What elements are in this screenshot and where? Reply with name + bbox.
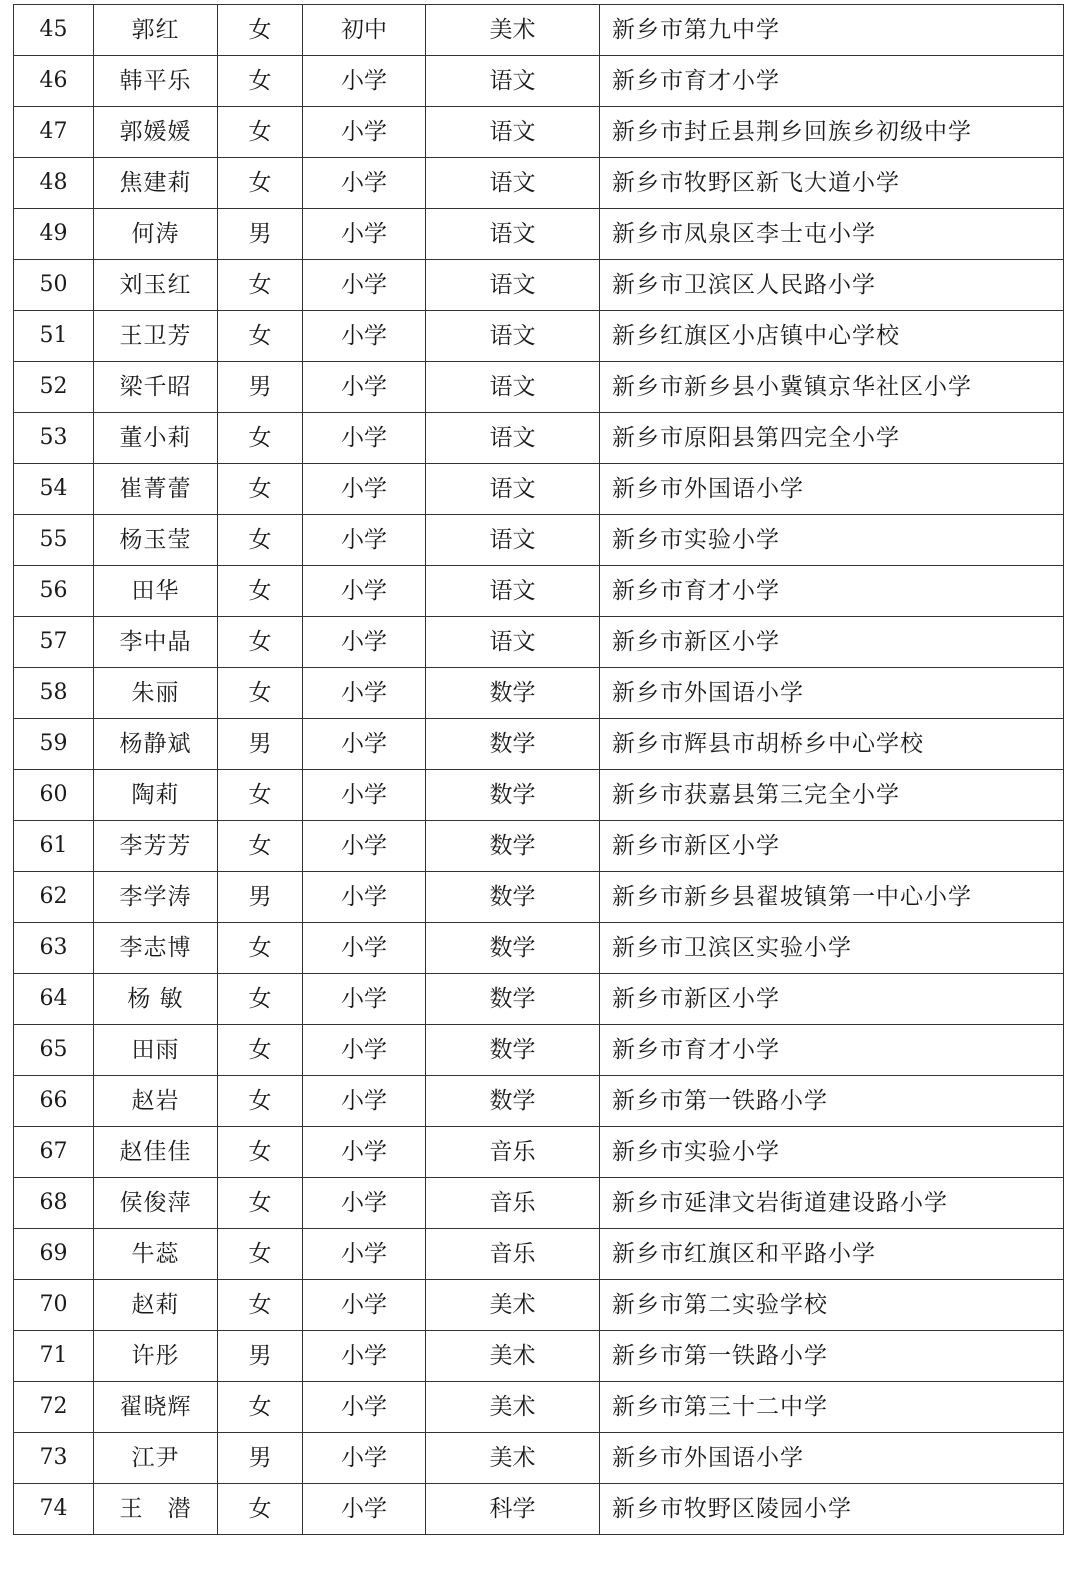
teacher-name: 赵莉 [94,1280,218,1331]
subject-cell: 语文 [426,260,600,311]
table-row [14,872,1064,923]
school-level-cell: 小学 [303,158,426,209]
row-number: 72 [14,1382,94,1433]
row-number: 60 [14,770,94,821]
subject-cell: 语文 [426,617,600,668]
teacher-name: 何涛 [94,209,218,260]
row-number: 70 [14,1280,94,1331]
school-name-cell: 新乡市卫滨区人民路小学 [600,260,1064,311]
school-level-cell: 小学 [303,209,426,260]
school-level-cell: 小学 [303,1178,426,1229]
subject-cell: 语文 [426,56,600,107]
subject-cell: 数学 [426,719,600,770]
school-level-cell: 小学 [303,1025,426,1076]
subject-cell: 数学 [426,770,600,821]
teacher-name: 王 潜 [94,1484,218,1535]
table-row [14,1025,1064,1076]
school-name-cell: 新乡市红旗区和平路小学 [600,1229,1064,1280]
gender-cell: 女 [218,1229,303,1280]
school-level-cell: 小学 [303,821,426,872]
row-number: 63 [14,923,94,974]
teacher-name: 焦建莉 [94,158,218,209]
school-name-cell: 新乡市外国语小学 [600,1433,1064,1484]
gender-cell: 女 [218,413,303,464]
teacher-name: 杨玉莹 [94,515,218,566]
row-number: 56 [14,566,94,617]
school-name-cell: 新乡市新区小学 [600,617,1064,668]
school-level-cell: 小学 [303,923,426,974]
gender-cell: 男 [218,209,303,260]
school-name-cell: 新乡市第三十二中学 [600,1382,1064,1433]
table-row [14,413,1064,464]
school-name-cell: 新乡市辉县市胡桥乡中心学校 [600,719,1064,770]
school-name-cell: 新乡市原阳县第四完全小学 [600,413,1064,464]
subject-cell: 美术 [426,1433,600,1484]
table-row [14,719,1064,770]
school-level-cell: 小学 [303,311,426,362]
school-level-cell: 小学 [303,464,426,515]
school-name-cell: 新乡市新区小学 [600,821,1064,872]
teacher-name: 杨静斌 [94,719,218,770]
row-number: 52 [14,362,94,413]
subject-cell: 语文 [426,311,600,362]
teacher-name: 侯俊萍 [94,1178,218,1229]
teacher-name: 郭红 [94,5,218,56]
school-level-cell: 小学 [303,974,426,1025]
table-row [14,158,1064,209]
teacher-name: 牛蕊 [94,1229,218,1280]
table-row [14,1178,1064,1229]
school-name-cell: 新乡市封丘县荆乡回族乡初级中学 [600,107,1064,158]
school-name-cell: 新乡市第一铁路小学 [600,1076,1064,1127]
school-name-cell: 新乡市卫滨区实验小学 [600,923,1064,974]
school-name-cell: 新乡市牧野区陵园小学 [600,1484,1064,1535]
teacher-name: 李芳芳 [94,821,218,872]
teacher-name: 许彤 [94,1331,218,1382]
gender-cell: 女 [218,56,303,107]
school-level-cell: 小学 [303,107,426,158]
row-number: 73 [14,1433,94,1484]
school-level-cell: 小学 [303,362,426,413]
subject-cell: 语文 [426,566,600,617]
gender-cell: 女 [218,515,303,566]
school-level-cell: 小学 [303,1076,426,1127]
table-row [14,1076,1064,1127]
school-level-cell: 小学 [303,1484,426,1535]
row-number: 65 [14,1025,94,1076]
table-row [14,1127,1064,1178]
row-number: 48 [14,158,94,209]
school-level-cell: 小学 [303,56,426,107]
table-row [14,821,1064,872]
school-level-cell: 小学 [303,1382,426,1433]
gender-cell: 女 [218,617,303,668]
teacher-name: 朱丽 [94,668,218,719]
gender-cell: 女 [218,158,303,209]
school-name-cell: 新乡市育才小学 [600,566,1064,617]
subject-cell: 音乐 [426,1178,600,1229]
subject-cell: 语文 [426,413,600,464]
table-row [14,974,1064,1025]
subject-cell: 语文 [426,107,600,158]
school-name-cell: 新乡市凤泉区李士屯小学 [600,209,1064,260]
school-level-cell: 小学 [303,872,426,923]
subject-cell: 音乐 [426,1127,600,1178]
table-row [14,566,1064,617]
row-number: 50 [14,260,94,311]
teacher-name: 刘玉红 [94,260,218,311]
row-number: 58 [14,668,94,719]
school-level-cell: 小学 [303,668,426,719]
roster-table [13,4,1064,1535]
school-name-cell: 新乡市实验小学 [600,515,1064,566]
subject-cell: 数学 [426,821,600,872]
teacher-name: 翟晓辉 [94,1382,218,1433]
teacher-name: 韩平乐 [94,56,218,107]
subject-cell: 音乐 [426,1229,600,1280]
subject-cell: 美术 [426,1331,600,1382]
gender-cell: 女 [218,1076,303,1127]
school-level-cell: 小学 [303,515,426,566]
subject-cell: 美术 [426,1382,600,1433]
table-row [14,107,1064,158]
table-row [14,515,1064,566]
school-name-cell: 新乡市育才小学 [600,1025,1064,1076]
subject-cell: 数学 [426,1076,600,1127]
school-name-cell: 新乡市外国语小学 [600,668,1064,719]
subject-cell: 数学 [426,1025,600,1076]
teacher-name: 田华 [94,566,218,617]
school-name-cell: 新乡市育才小学 [600,56,1064,107]
gender-cell: 女 [218,1484,303,1535]
school-name-cell: 新乡市第一铁路小学 [600,1331,1064,1382]
gender-cell: 女 [218,566,303,617]
gender-cell: 男 [218,872,303,923]
school-name-cell: 新乡市新乡县小冀镇京华社区小学 [600,362,1064,413]
teacher-name: 李志博 [94,923,218,974]
school-name-cell: 新乡市延津文岩街道建设路小学 [600,1178,1064,1229]
row-number: 69 [14,1229,94,1280]
teacher-name: 赵岩 [94,1076,218,1127]
gender-cell: 男 [218,1433,303,1484]
school-name-cell: 新乡市新区小学 [600,974,1064,1025]
school-level-cell: 小学 [303,719,426,770]
gender-cell: 男 [218,719,303,770]
row-number: 62 [14,872,94,923]
subject-cell: 数学 [426,974,600,1025]
row-number: 74 [14,1484,94,1535]
table-row [14,1229,1064,1280]
school-level-cell: 小学 [303,1331,426,1382]
teacher-name: 郭媛媛 [94,107,218,158]
school-level-cell: 小学 [303,617,426,668]
school-level-cell: 小学 [303,770,426,821]
row-number: 53 [14,413,94,464]
gender-cell: 女 [218,311,303,362]
subject-cell: 语文 [426,362,600,413]
teacher-name: 李学涛 [94,872,218,923]
table-row [14,923,1064,974]
school-level-cell: 小学 [303,1229,426,1280]
table-row [14,1280,1064,1331]
gender-cell: 女 [218,770,303,821]
school-name-cell: 新乡市实验小学 [600,1127,1064,1178]
gender-cell: 女 [218,974,303,1025]
school-name-cell: 新乡市新乡县翟坡镇第一中心小学 [600,872,1064,923]
teacher-name: 陶莉 [94,770,218,821]
teacher-name: 李中晶 [94,617,218,668]
table-row [14,362,1064,413]
row-number: 59 [14,719,94,770]
row-number: 45 [14,5,94,56]
gender-cell: 女 [218,1025,303,1076]
school-name-cell: 新乡市牧野区新飞大道小学 [600,158,1064,209]
table-row [14,1382,1064,1433]
subject-cell: 语文 [426,515,600,566]
gender-cell: 女 [218,1280,303,1331]
subject-cell: 数学 [426,668,600,719]
table-row [14,260,1064,311]
row-number: 51 [14,311,94,362]
teacher-name: 赵佳佳 [94,1127,218,1178]
subject-cell: 美术 [426,1280,600,1331]
subject-cell: 美术 [426,5,600,56]
school-name-cell: 新乡市获嘉县第三完全小学 [600,770,1064,821]
subject-cell: 语文 [426,158,600,209]
row-number: 68 [14,1178,94,1229]
table-row [14,668,1064,719]
school-level-cell: 小学 [303,413,426,464]
row-number: 71 [14,1331,94,1382]
row-number: 66 [14,1076,94,1127]
subject-cell: 语文 [426,209,600,260]
table-row [14,617,1064,668]
row-number: 46 [14,56,94,107]
school-level-cell: 小学 [303,566,426,617]
teacher-name: 江尹 [94,1433,218,1484]
gender-cell: 女 [218,464,303,515]
gender-cell: 女 [218,821,303,872]
table-row [14,1433,1064,1484]
school-name-cell: 新乡红旗区小店镇中心学校 [600,311,1064,362]
teacher-name: 梁千昭 [94,362,218,413]
gender-cell: 女 [218,107,303,158]
row-number: 64 [14,974,94,1025]
school-level-cell: 小学 [303,1433,426,1484]
table-row [14,1484,1064,1535]
gender-cell: 男 [218,1331,303,1382]
teacher-name: 田雨 [94,1025,218,1076]
gender-cell: 女 [218,1127,303,1178]
row-number: 55 [14,515,94,566]
subject-cell: 数学 [426,872,600,923]
school-level-cell: 小学 [303,260,426,311]
table-row [14,464,1064,515]
gender-cell: 男 [218,362,303,413]
gender-cell: 女 [218,260,303,311]
teacher-name: 董小莉 [94,413,218,464]
table-row [14,209,1064,260]
row-number: 47 [14,107,94,158]
school-level-cell: 初中 [303,5,426,56]
school-name-cell: 新乡市外国语小学 [600,464,1064,515]
table-row [14,1331,1064,1382]
school-level-cell: 小学 [303,1127,426,1178]
gender-cell: 女 [218,1178,303,1229]
table-row [14,770,1064,821]
school-level-cell: 小学 [303,1280,426,1331]
row-number: 57 [14,617,94,668]
teacher-name: 杨 敏 [94,974,218,1025]
gender-cell: 女 [218,1382,303,1433]
school-name-cell: 新乡市第九中学 [600,5,1064,56]
teacher-name: 王卫芳 [94,311,218,362]
gender-cell: 女 [218,668,303,719]
row-number: 54 [14,464,94,515]
gender-cell: 女 [218,5,303,56]
row-number: 49 [14,209,94,260]
table-row [14,311,1064,362]
gender-cell: 女 [218,923,303,974]
subject-cell: 科学 [426,1484,600,1535]
row-number: 61 [14,821,94,872]
table-row [14,56,1064,107]
roster-body [14,5,1064,1535]
school-name-cell: 新乡市第二实验学校 [600,1280,1064,1331]
row-number: 67 [14,1127,94,1178]
subject-cell: 数学 [426,923,600,974]
teacher-name: 崔菁蕾 [94,464,218,515]
subject-cell: 语文 [426,464,600,515]
table-row [14,5,1064,56]
